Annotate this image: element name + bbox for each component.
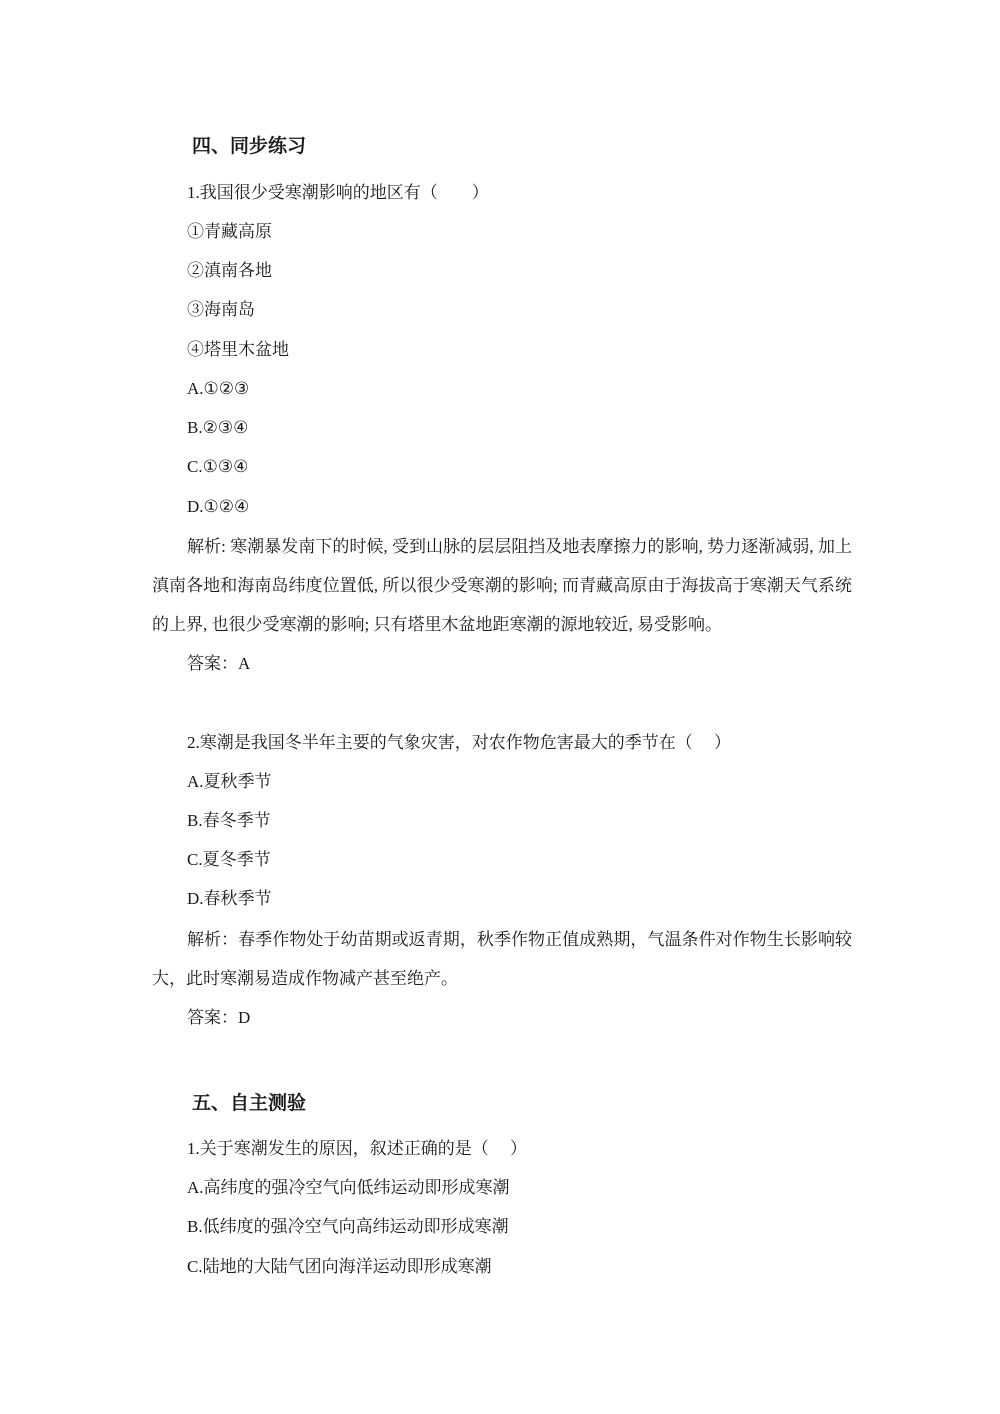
question-2-option-d: D.春秋季节: [187, 889, 272, 908]
question-2-option-a: A.夏秋季节: [187, 772, 272, 791]
question-2-analysis: 解析：春季作物处于幼苗期或返青期，秋季作物正值成熟期，气温条件对作物生长影响较大，此时寒潮易造成作物减产甚至绝产。: [152, 930, 852, 988]
test-question-1-option-c: C.陆地的大陆气团向海洋运动即形成寒潮: [187, 1257, 492, 1276]
question-1-item: ①青藏高原: [187, 222, 272, 241]
question-2-stem: 2.寒潮是我国冬半年主要的气象灾害，对农作物危害最大的季节在（ ）: [187, 733, 731, 752]
question-1-option-c: C.①③④: [187, 457, 249, 476]
question-2-option-b: B.春冬季节: [187, 811, 271, 830]
question-1-item: ③海南岛: [187, 300, 255, 319]
section-heading-5: 五、自主测验: [192, 1092, 307, 1114]
question-1-analysis: 解析: 寒潮暴发南下的时候, 受到山脉的层层阻挡及地表摩擦力的影响, 势力逐渐减弱, 加上滇南各地和海南岛纬度位置低, 所以很少受寒潮的影响; 而青藏高原由于海拔高于寒潮天气系统的上界, 也很少受寒潮的影响; 只有塔里木盆地距寒潮的源地较近, 易受影响。: [152, 537, 852, 634]
question-2-option-c: C.夏冬季节: [187, 850, 271, 869]
question-1-item: ④塔里木盆地: [187, 340, 289, 359]
question-1-answer: 答案：A: [187, 654, 251, 673]
test-question-1-option-b: B.低纬度的强冷空气向高纬运动即形成寒潮: [187, 1217, 509, 1236]
section-heading-4: 四、同步练习: [192, 135, 307, 157]
question-2-answer: 答案：D: [187, 1008, 251, 1027]
question-1-option-a: A.①②③: [187, 379, 250, 398]
question-1-item: ②滇南各地: [187, 261, 272, 280]
question-1-stem: 1.我国很少受寒潮影响的地区有（ ）: [187, 183, 489, 202]
question-1-option-b: B.②③④: [187, 418, 249, 437]
test-question-1-option-a: A.高纬度的强冷空气向低纬运动即形成寒潮: [187, 1178, 510, 1197]
question-1-option-d: D.①②④: [187, 497, 250, 516]
test-question-1-stem: 1.关于寒潮发生的原因，叙述正确的是（ ）: [187, 1139, 527, 1158]
